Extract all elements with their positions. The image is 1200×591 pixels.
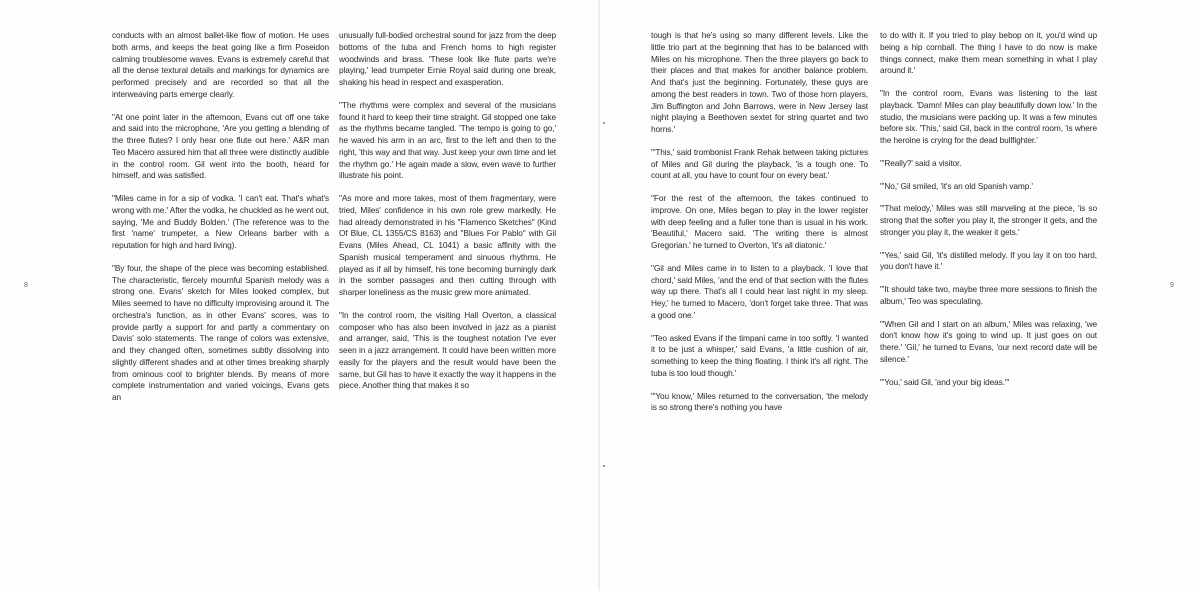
- paragraph: "'Yes,' said Gil, 'it's distilled melody. If you lay it on too hard, you don't have it.': [880, 249, 1097, 272]
- print-speck: [603, 122, 605, 124]
- paragraph: "'No,' Gil smiled, 'it's an old Spanish vamp.': [880, 180, 1033, 191]
- paragraph: "'You know,' Miles returned to the conversation, 'the melody is so strong there's nothing you have: [651, 390, 868, 413]
- paragraph: "By four, the shape of the piece was becoming established. The characteristic, fiercely mournful Spanish melody was a strong one. Evans' sketch for Miles looked complex, but Miles seemed to have no difficulty improvising around it. The orchestra's function, as in other Evans' scores, was to provide partly a support for and partly a commentary on Davis' solo statements. The range of colors was extensive, and they changed often, sometimes subtly dissolving into slightly different shades and at other times breaking sharply from ominous cool to brighter blends. By means of more complete instrumentation and varied voicings, Evans gets an: [112, 262, 329, 402]
- page-number-left: 8: [24, 282, 28, 289]
- paragraph: conducts with an almost ballet-like flow of motion. He uses both arms, and keeps the beat going like a firm Poseidon calming troublesome waves. Evans is extremely careful that all the dense textural details and markings for dynamics are performed precisely and are recorded so that all the interweaving parts emerge clearly.: [112, 30, 329, 99]
- paragraph: to do with it. If you tried to play bebop on it, you'd wind up being a hip cornball. The thing I have to do now is make things connect, make them mean something in what I play around it.': [880, 30, 1097, 76]
- text-column-1: [112, 30, 329, 415]
- paragraph: "'It should take two, maybe three more sessions to finish the album,' Teo was speculating.: [880, 284, 1097, 306]
- paragraph: unusually full-bodied orchestral sound for jazz from the deep bottoms of the tuba and French horns to high register woodwinds and brass. 'These look like flute parts we're playing,' lead trumpeter Ernie Royal said during one break, shaking his head in respect and exasperation.: [339, 30, 556, 87]
- paragraph: "In the control room, the visiting Hall Overton, a classical composer who has also been involved in jazz as a pianist and arranger, said, 'This is the toughest notation I've ever seen in a jazz arrangement. It could have been written more easily for the players and the result would have been the same, but Gil has to have it exactly the way it happens in the piece. Another thing that makes it so: [339, 309, 556, 391]
- paragraph: "'Really?' said a visitor.: [880, 157, 962, 168]
- paragraph: "'You,' said Gil, 'and your big ideas.'": [880, 376, 1010, 387]
- paragraph: tough is that he's using so many different levels. Like the little trio part at the beginning that has to be balanced with Miles on his microphone. Then the three players go back to their places and that makes for another balance problem. And that's just the beginning. Fortunately, these guys are among the best readers in town. Two of those horn players, Jim Buffington and John Barrows, were in New Jersey last night playing a Beethoven sextet for string quartet and two horns.': [651, 30, 868, 134]
- paragraph: "Gil and Miles came in to listen to a playback. 'I love that chord,' said Miles, 'and the end of that section with the flutes way up there. That's all I could hear last night in my sleep. Hey,' he turned to Macero, 'don't forget take three. That was a good one.': [651, 262, 868, 320]
- text-column-2: [339, 30, 556, 403]
- paragraph: "'This,' said trombonist Frank Rehak between taking pictures of Miles and Gil during the playback, 'is a tough one. To count at all, you have to count four on every beat.': [651, 146, 868, 181]
- text-column-4: [880, 30, 1097, 399]
- paragraph: "'That melody,' Miles was still marveling at the piece, 'is so strong that the softer you play it, the stronger it gets, and the stronger you play it, the weaker it gets.': [880, 203, 1097, 237]
- paragraph: "For the rest of the afternoon, the takes continued to improve. On one, Miles began to play in the lower register with deep feeling and a fuller tone than is usual in his work. 'Beautiful,' Macero said. 'The writing there is almost Gregorian.' he turned to Overton, 'it's all diatonic.': [651, 193, 868, 250]
- print-speck: [603, 465, 605, 467]
- paragraph: "Teo asked Evans if the timpani came in too softly. 'I wanted it to be just a whisper,' said Evans, 'a little cushion of air, something to keep the thing floating. I think it's all right. The tuba is too loud though.': [651, 332, 868, 378]
- paragraph: "'When Gil and I start on an album,' Miles was relaxing, 'we don't know how it's going to wind up. It just goes on out there.' 'Gil,' he turned to Evans, 'our next record date will be silence.': [880, 318, 1097, 364]
- paragraph: "In the control room, Evans was listening to the last playback. 'Damn! Miles can play beautifully down low.' In the studio, the musicians were packing up. It was a few minutes before six. 'This,' said Gil, back in the control room, 'is where the heroine is crying for the dead bullfighter.': [880, 88, 1097, 145]
- paragraph: "The rhythms were complex and several of the musicians found it hard to keep their time straight. Gil stopped one take as the rhythms became tangled. 'The tempo is going to go,' he waved his arm in an arc, first to the left and then to the right, 'this way and that way. Just keep your own time and let the rhythm go.' He again made a slow, even wave to further illustrate his point.: [339, 99, 556, 181]
- page-number-right: 9: [1170, 282, 1174, 289]
- paragraph: "As more and more takes, most of them fragmentary, were tried, Miles' confidence in his own role grew markedly. He had already demonstrated in his "Flamenco Sketches" (Kind Of Blue, CL 1355/CS 8163) and "Blues For Pablo" with Gil Evans (Miles Ahead, CL 1041) a basic affinity with the Spanish musical temperament and sinuous rhythms. He played as if all by himself, his tone becoming burningly dark in the somber passages and then cutting through with sharper loneliness as the music grew more animated.: [339, 193, 556, 297]
- paragraph: "Miles came in for a sip of vodka. 'I can't eat. That's what's wrong with me.' After the vodka, he chuckled as he went out, saying, 'Me and Buddy Bolden.' (The reference was to the first 'name' trumpeter, a New Orleans barber with a reputation for high and hard living).: [112, 193, 329, 250]
- paragraph: "At one point later in the afternoon, Evans cut off one take and said into the microphone, 'Are you getting a blending of the three flutes? I only hear one flute out here.' A&R man Teo Macero assured him that all three were distinctly audible in the control room. Gil went into the booth, heard for himself, and was satisfied.: [112, 111, 329, 181]
- text-column-3: [651, 30, 868, 425]
